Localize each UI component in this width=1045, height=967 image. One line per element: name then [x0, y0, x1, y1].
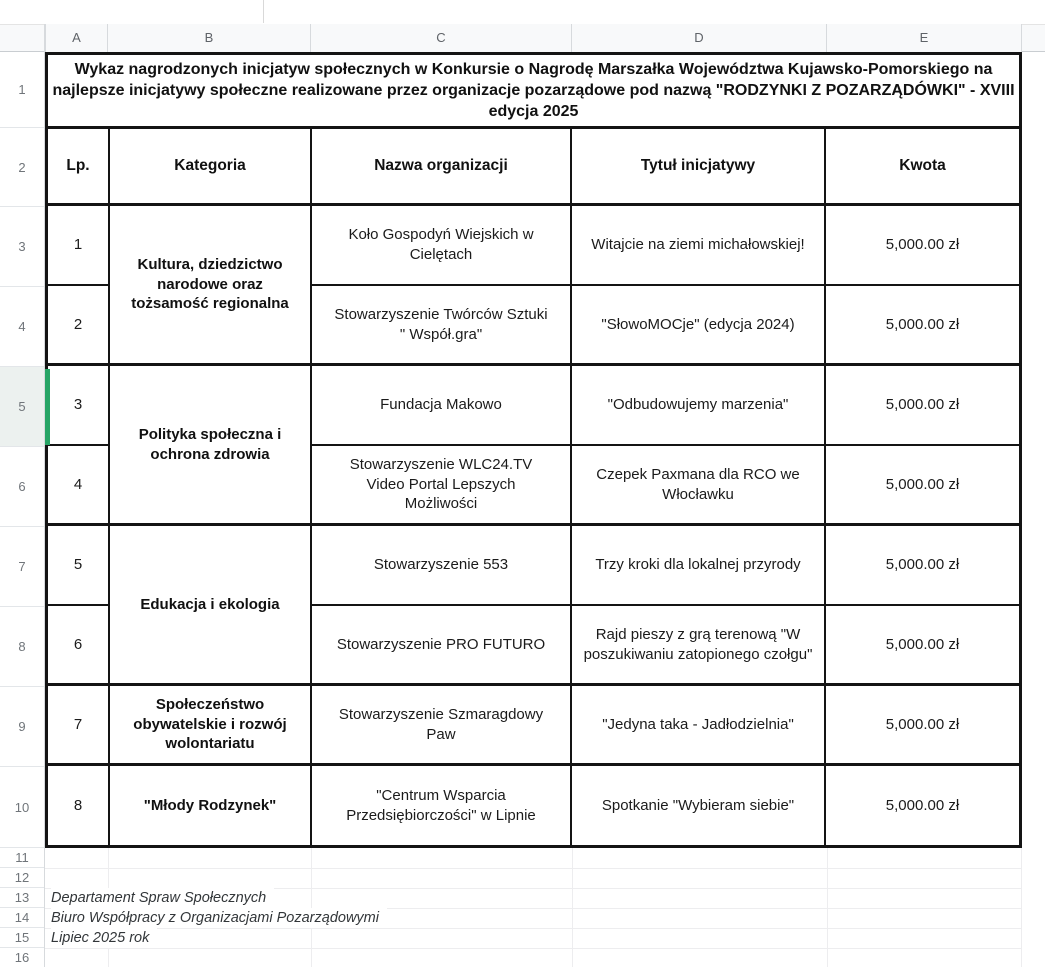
cell-nazwa-7[interactable]: Stowarzyszenie Szmaragdowy Paw [312, 686, 572, 766]
title-line-2: najlepsze inicjatywy społeczne realizowane przez organizacje pozarządowe pod nazwą "RODZYNKI Z POZARZĄDÓWKI" - XVIII [52, 81, 1015, 99]
cell-nazwa-3[interactable]: Fundacja Makowo [312, 366, 572, 446]
awards-table [45, 52, 1022, 848]
footnote-departament[interactable]: Departament Spraw Społecznych [51, 888, 274, 908]
cell-kategoria-spoleczenstwo[interactable]: Społeczeństwo obywatelskie i rozwój wolontariatu [110, 686, 312, 766]
cell-kwota-1[interactable]: 5,000.00 zł [826, 206, 1019, 286]
cell-kwota-7[interactable]: 5,000.00 zł [826, 686, 1019, 766]
gridline [1021, 848, 1022, 967]
row-header-3[interactable]: 3 [0, 207, 44, 287]
cell-kwota-6[interactable]: 5,000.00 zł [826, 606, 1019, 686]
cell-tytul-3[interactable]: "Odbudowujemy marzenia" [572, 366, 826, 446]
cell-tytul-2[interactable]: "SłowoMOCje" (edycja 2024) [572, 286, 826, 366]
cell-nazwa-1[interactable]: Koło Gospodyń Wiejskich w Cielętach [312, 206, 572, 286]
header-kategoria[interactable]: Kategoria [110, 129, 312, 206]
row-header-13[interactable]: 13 [0, 888, 44, 908]
cell-tytul-7[interactable]: "Jedyna taka - Jadłodzielnia" [572, 686, 826, 766]
cell-kwota-2[interactable]: 5,000.00 zł [826, 286, 1019, 366]
cell-tytul-4[interactable]: Czepek Paxmana dla RCO we Włocławku [572, 446, 826, 526]
cell-nazwa-2[interactable]: Stowarzyszenie Twórców Sztuki " Współ.gra" [312, 286, 572, 366]
row-header-5-selected[interactable]: 5 [0, 367, 44, 447]
cell-kwota-3[interactable]: 5,000.00 zł [826, 366, 1019, 446]
cell-nazwa-5[interactable]: Stowarzyszenie 553 [312, 526, 572, 606]
cell-tytul-6[interactable]: Rajd pieszy z grą terenową "W poszukiwaniu zatopionego czołgu" [572, 606, 826, 686]
row-header-8[interactable]: 8 [0, 607, 44, 687]
row-selection-indicator [45, 369, 50, 445]
cell-kategoria-kultura[interactable]: Kultura, dziedzictwo narodowe oraz tożsamość regionalna [110, 206, 312, 366]
title-line-1: Wykaz nagrodzonych inicjatyw społecznych w Konkursie o Nagrodę Marszałka Województwa Kujawsko-Pomorskiego na [74, 60, 993, 78]
row-header-16[interactable]: 16 [0, 948, 44, 967]
row-header-4[interactable]: 4 [0, 287, 44, 367]
row-header-12[interactable]: 12 [0, 868, 44, 888]
gridline [45, 948, 1021, 949]
row-header-1[interactable]: 1 [0, 52, 44, 128]
row-header-14[interactable]: 14 [0, 908, 44, 928]
cell-kategoria-mlody-rodzynek[interactable]: "Młody Rodzynek" [110, 766, 312, 845]
header-nazwa[interactable]: Nazwa organizacji [312, 129, 572, 206]
top-strip [0, 0, 1045, 24]
row-header-10[interactable]: 10 [0, 767, 44, 848]
cell-lp-8[interactable]: 8 [48, 766, 110, 845]
cell-lp-5[interactable]: 5 [48, 526, 110, 606]
cell-kwota-5[interactable]: 5,000.00 zł [826, 526, 1019, 606]
cell-kwota-8[interactable]: 5,000.00 zł [826, 766, 1019, 845]
footnote-data[interactable]: Lipiec 2025 rok [51, 928, 157, 948]
cell-nazwa-8[interactable]: "Centrum Wsparcia Przedsiębiorczości" w Lipnie [312, 766, 572, 845]
cell-kategoria-polityka[interactable]: Polityka społeczna i ochrona zdrowia [110, 366, 312, 526]
cell-tytul-8[interactable]: Spotkanie "Wybieram siebie" [572, 766, 826, 845]
cell-lp-4[interactable]: 4 [48, 446, 110, 526]
cell-nazwa-4[interactable]: Stowarzyszenie WLC24.TV Video Portal Lepszych Możliwości [312, 446, 572, 526]
cell-lp-2[interactable]: 2 [48, 286, 110, 366]
row-header-9[interactable]: 9 [0, 687, 44, 767]
cell-tytul-1[interactable]: Witajcie na ziemi michałowskiej! [572, 206, 826, 286]
column-header-b[interactable]: B [108, 24, 311, 52]
title-line-3: edycja 2025 [488, 103, 579, 121]
row-header-11[interactable]: 11 [0, 848, 44, 868]
row-header-7[interactable]: 7 [0, 527, 44, 607]
footnote-biuro[interactable]: Biuro Współpracy z Organizacjami Pozarządowymi [51, 908, 387, 928]
cell-nazwa-6[interactable]: Stowarzyszenie PRO FUTURO [312, 606, 572, 686]
title-cell[interactable] [48, 55, 1019, 129]
column-header-e[interactable]: E [827, 24, 1022, 52]
row-header-2[interactable]: 2 [0, 128, 44, 207]
cell-lp-3[interactable]: 3 [48, 366, 110, 446]
header-kwota[interactable]: Kwota [826, 129, 1019, 206]
cell-lp-6[interactable]: 6 [48, 606, 110, 686]
cell-tytul-5[interactable]: Trzy kroki dla lokalnej przyrody [572, 526, 826, 606]
cell-kwota-4[interactable]: 5,000.00 zł [826, 446, 1019, 526]
cell-lp-7[interactable]: 7 [48, 686, 110, 766]
gridline [45, 928, 1021, 929]
column-header-c[interactable]: C [311, 24, 572, 52]
cell-kategoria-edukacja[interactable]: Edukacja i ekologia [110, 526, 312, 686]
gridline [45, 868, 1021, 869]
header-lp[interactable]: Lp. [48, 129, 110, 206]
header-tytul[interactable]: Tytuł inicjatywy [572, 129, 826, 206]
row-header-15[interactable]: 15 [0, 928, 44, 948]
column-header-a[interactable]: A [45, 24, 108, 52]
column-header-d[interactable]: D [572, 24, 827, 52]
row-header-6[interactable]: 6 [0, 447, 44, 527]
top-strip-divider [263, 0, 264, 23]
cell-lp-1[interactable]: 1 [48, 206, 110, 286]
